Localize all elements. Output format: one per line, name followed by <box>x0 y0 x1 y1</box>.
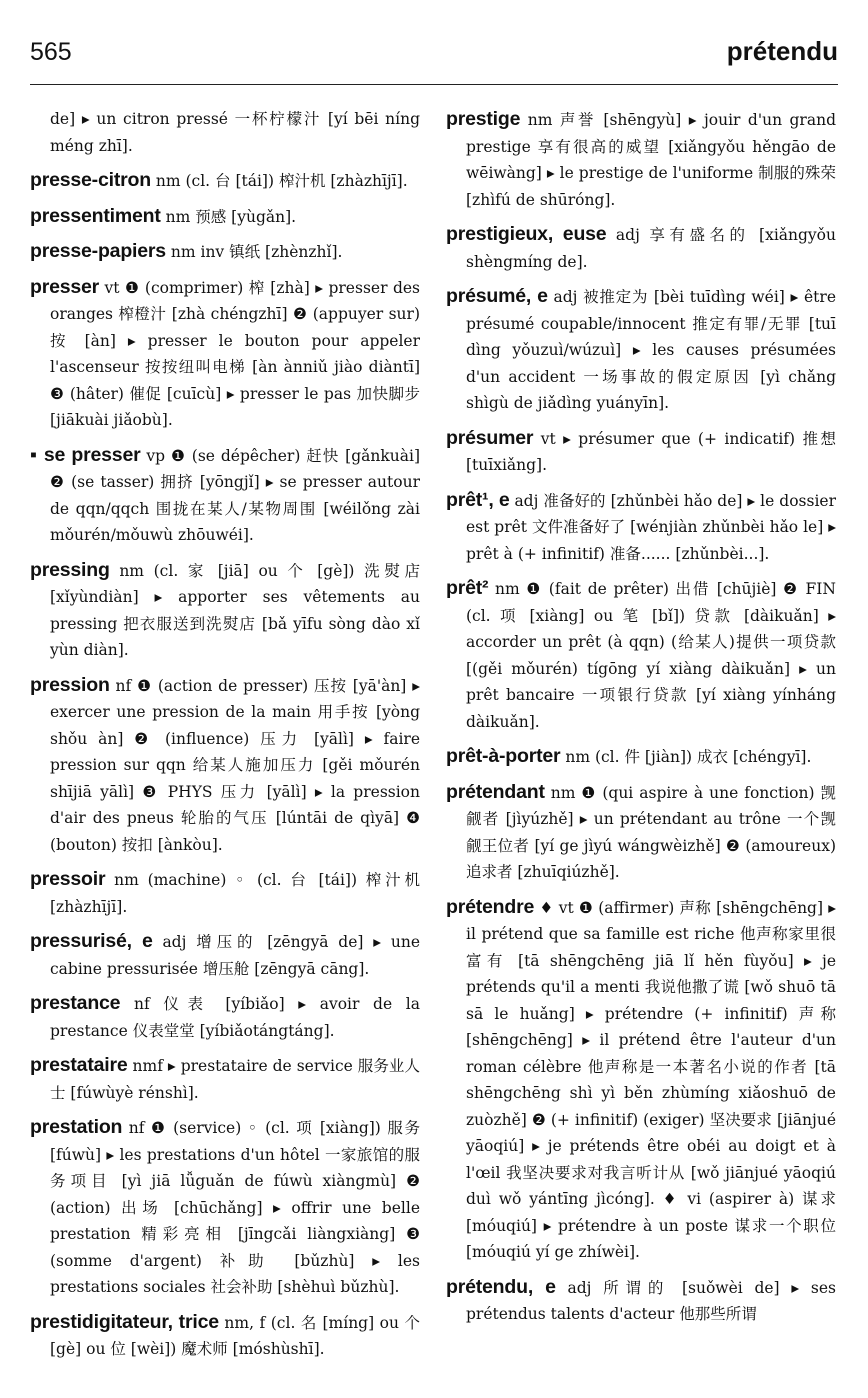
entry-headword: prestataire <box>30 1054 128 1076</box>
entry-definition: nm inv 镇纸 [zhènzhǐ]. <box>165 243 343 261</box>
entry-continuation: de] ▸ un citron pressé 一杯柠檬汁 [yí bēi níng méng zhī]. <box>50 110 420 155</box>
dictionary-entry <box>446 894 836 1266</box>
entry-headword: prestance <box>30 992 121 1014</box>
entry-definition: nf ❶ (action de presser) 压按 [yā'àn] ▸ exercer une pression de la main 用手按 [yòng shǒu àn] ❷ (influence) 压力 [yālì] ▸ faire pression sur qqn 给某人施加压力 [gěi mǒurén shījiā yālì] ❸ PHYS 压力 [yālì] ▸ la pression d'air des pneus 轮胎的气压 [lúntāi de qìyā] ❹ (bouton) 按扣 [ànkòu]. <box>50 676 420 854</box>
entry-headword: pressing <box>30 558 110 581</box>
entry-headword: ▪ se presser <box>30 443 141 466</box>
entry-definition: nm (cl. 件 [jiàn]) 成衣 [chéngyī]. <box>560 748 812 766</box>
dictionary-entry <box>446 425 836 479</box>
entry-headword: prétendant <box>446 780 545 803</box>
entry-headword: pression <box>30 673 110 696</box>
entry-definition: nm, f (cl. 名 [míng] ou 个 [gè] ou 位 [wèi]) 魔术师 [móshùshī]. <box>50 1313 420 1358</box>
dictionary-entry <box>446 779 836 886</box>
entry-definition: vt ❶ (comprimer) 榨 [zhà] ▸ presser des oranges 榨橙汁 [zhà chéngzhī] ❷ (appuyer sur) 按 [àn] ▸ presser le bouton pour appeler l'ascenseur 按按纽叫电梯 [àn ànniǔ jiào diàntī] ❸ (hâter) 催促 [cuīcù] ▸ presser le pas 加快脚步 [jiākuài jiǎobù]. <box>50 278 420 429</box>
entry-definition: ♦ vt ❶ (affirmer) 声称 [shēngchēng] ▸ il prétend que sa famille est riche 他声称家里很富有 [tā shēngchēng jiā lǐ hěn fùyǒu] ▸ je prétends qu'il a menti 我说他撒了谎 [wǒ shuō tā sā le huǎng] ▸ prétendre (+ infinitif) 声称 [shēngchēng] ▸ il prétend être l'auteur d'un roman célèbre 他声称是一本著名小说的作者 [tā shēngchēng shì yì běn zhùmíng xiǎoshuō de zuòzhě] ❷ (+ infinitif) (exiger) 坚决要求 [jiānjué yāoqiú] ▸ je prétends être obéi au doigt et à l'œil 我坚决要求对我言听计从 [wǒ jiānjué yāoqiú duì wǒ yántīng jìcóng]. ♦ vi (aspirer à) 谋求 [móuqiú] ▸ prétendre à un poste 谋求一个职位 [móuqiú yí ge zhíwèi]. <box>466 898 836 1261</box>
left-column <box>30 106 420 1391</box>
entry-definition: adj 所谓的 [suǒwèi de] ▸ ses prétendus talents d'acteur 他那些所谓 <box>466 1278 836 1323</box>
entry-definition: nm (cl. 台 [tái]) 榨汁机 [zhàzhījī]. <box>150 172 408 190</box>
entry-definition: vp ❶ (se dépêcher) 赶快 [gǎnkuài] ❷ (se tasser) 拥挤 [yōngjǐ] ▸ se presser autour de qqn/qqch 围拢在某人/某物周围 [wéilǒng zài mǒurén/mǒuwù zhōuwéi]. <box>50 446 420 544</box>
entry-headword: pressentiment <box>30 204 161 227</box>
dictionary-entry <box>30 203 420 231</box>
entry-definition: nm 预感 [yùgǎn]. <box>160 207 297 226</box>
dictionary-entry <box>30 238 420 266</box>
page-number: 565 <box>30 38 72 66</box>
entry-definition: nm ❶ (fait de prêter) 出借 [chūjiè] ❷ FIN (cl. 项 [xiàng] ou 笔 [bǐ]) 贷款 [dàikuǎn] ▸ accorder un prêt (à qqn) (给某人)提供一项贷款 [(gěi mǒurén) tígōng yí xiàng dàikuǎn] ▸ un prêt bancaire 一项银行贷款 [yí xiàng yínháng dàikuǎn]. <box>466 580 836 731</box>
dictionary-entry <box>30 672 420 859</box>
dictionary-entry <box>30 1114 420 1301</box>
entry-headword: presser <box>30 275 100 298</box>
entry-headword: presse-citron <box>30 169 151 191</box>
entry-definition: vt ▸ présumer que (+ indicatif) 推想 [tuīxiǎng]. <box>466 429 836 474</box>
dictionary-entry <box>446 1274 836 1328</box>
entry-headword: prétendre <box>446 895 535 918</box>
dictionary-entry <box>30 106 420 159</box>
entry-definition: nm ❶ (qui aspire à une fonction) 觊觎者 [jìyúzhě] ▸ un prétendant au trône 一个觊觎王位者 [yí ge jìyú wángwèizhě] ❷ (amoureux) 追求者 [zhuīqiúzhě]. <box>466 783 836 881</box>
dictionary-entry <box>446 106 836 213</box>
entry-headword: prêt¹, e <box>446 488 510 511</box>
entry-headword: prêt² <box>446 577 489 599</box>
entry-headword: prestation <box>30 1116 123 1138</box>
entry-definition: adj 被推定为 [bèi tuīdìng wéi] ▸ être présumé coupable/innocent 推定有罪/无罪 [tuī dìng yǒuzuì/wúzuì] ▸ les causes présumées d'un accident 一场事故的假定原因 [yì chǎng shìgù de jiǎdìng yuányīn]. <box>466 288 836 412</box>
entry-definition: adj 准备好的 [zhǔnbèi hǎo de] ▸ le dossier est prêt 文件准备好了 [wénjiàn zhǔnbèi hǎo le] ▸ prêt à (+ infinitif) 准备...... [zhǔnbèi...]. <box>466 491 836 563</box>
entry-headword: prestige <box>446 108 521 130</box>
dictionary-entry <box>30 928 420 982</box>
dictionary-entry <box>30 557 420 664</box>
entry-definition: nm (machine) ◦ (cl. 台 [tái]) 榨汁机 [zhàzhījī]. <box>50 871 420 916</box>
entry-headword: presse-papiers <box>30 240 166 262</box>
page-header <box>30 34 838 85</box>
entry-headword: prestigieux, euse <box>446 223 607 245</box>
entry-headword: prétendu, e <box>446 1275 556 1298</box>
dictionary-entry <box>30 167 420 195</box>
entry-headword: pressoir <box>30 868 106 890</box>
dictionary-entry <box>30 866 420 920</box>
entry-headword: prestidigitateur, trice <box>30 1310 219 1333</box>
dictionary-entry <box>30 1309 420 1363</box>
dictionary-entry <box>30 274 420 434</box>
dictionary-entry <box>30 990 420 1044</box>
dictionary-entry <box>446 743 836 771</box>
dictionary-entry <box>30 1052 420 1106</box>
right-column <box>446 106 836 1391</box>
dictionary-entry <box>446 221 836 275</box>
entry-headword: présumer <box>446 426 534 449</box>
entry-definition: nf ❶ (service) ◦ (cl. 项 [xiàng]) 服务 [fúwù] ▸ les prestations d'un hôtel 一家旅馆的服务项目 [yì jiā lǚguǎn de fúwù xiàngmù] ❷ (action) 出场 [chūchǎng] ▸ offrir une belle prestation 精彩亮相 [jīngcǎi liàngxiàng] ❸ (somme d'argent) 补助 [bǔzhù] ▸ les prestations sociales 社会补助 [shèhuì bǔzhù]. <box>50 1119 420 1296</box>
entry-definition: nmf ▸ prestataire de service 服务业人士 [fúwùyè rénshì]. <box>50 1057 420 1102</box>
entry-definition: nf 仪表 [yíbiǎo] ▸ avoir de la prestance 仪表堂堂 [yíbiǎotángtáng]. <box>50 995 420 1040</box>
entry-headword: présumé, e <box>446 285 548 307</box>
dictionary-entry <box>446 487 836 568</box>
entry-headword: pressurisé, e <box>30 930 153 952</box>
entry-definition: nm 声誉 [shēngyù] ▸ jouir d'un grand prestige 享有很高的威望 [xiǎngyǒu hěngāo de wēiwàng] ▸ le prestige de l'uniforme 制服的殊荣 [zhìfú de shūróng]. <box>466 111 836 209</box>
dictionary-entry <box>446 575 836 735</box>
entry-definition: adj 增压的 [zēngyā de] ▸ une cabine pressurisée 增压舱 [zēngyā cāng]. <box>50 933 420 978</box>
entry-headword: prêt-à-porter <box>446 745 561 767</box>
dictionary-entry <box>30 442 420 549</box>
entry-definition: adj 享有盛名的 [xiǎngyǒu shèngmíng de]. <box>466 226 836 271</box>
running-head: prétendu <box>726 36 838 66</box>
entry-definition: nm (cl. 家 [jiā] ou 个 [gè]) 洗熨店 [xǐyùndiàn] ▸ apporter ses vêtements au pressing 把衣服送到洗熨店 [bǎ yīfu sòng dào xǐ yùn diàn]. <box>50 561 420 659</box>
dictionary-entry <box>446 283 836 417</box>
